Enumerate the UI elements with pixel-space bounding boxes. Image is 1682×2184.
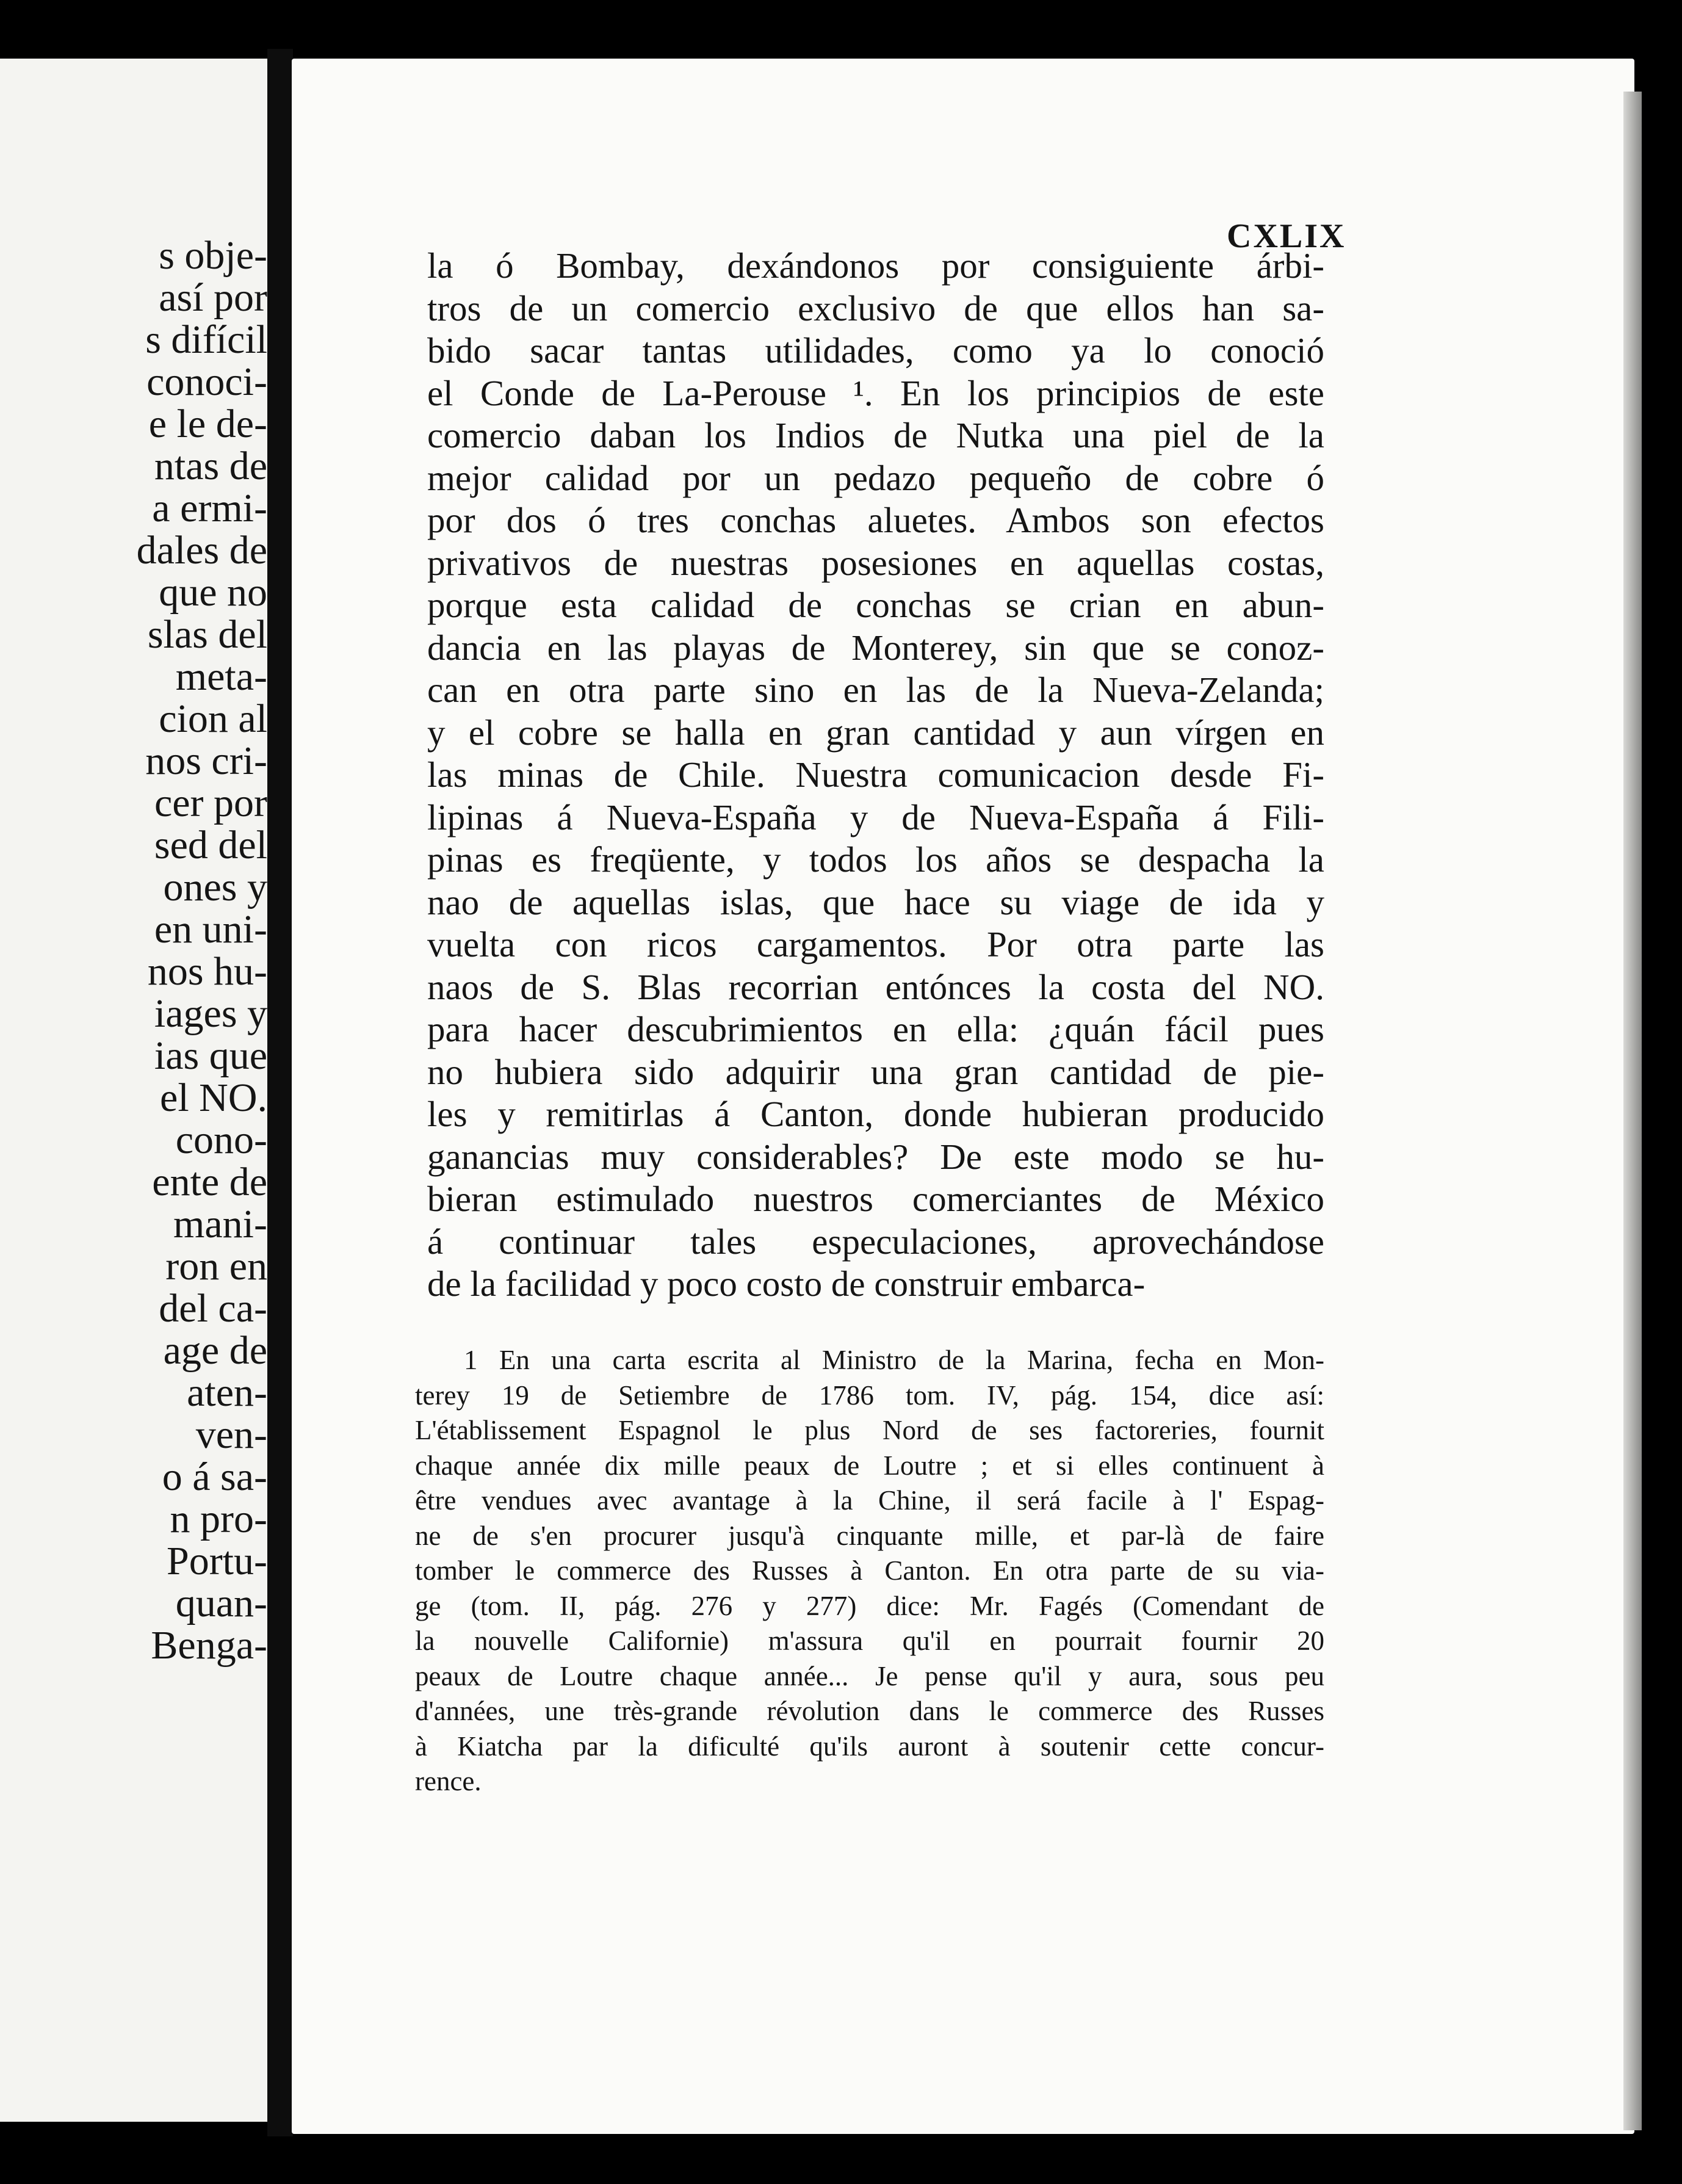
facing-page-line: o á sa- xyxy=(162,1455,267,1499)
footnote-line: être vendues avec avantage à la Chine, il será facile à l' Espag- xyxy=(415,1485,1324,1516)
facing-page-line: cono- xyxy=(175,1118,267,1162)
text-line: mejor calidad por un pedazo pequeño de cobre ó xyxy=(427,457,1324,498)
text-line: lipinas á Nueva-España y de Nueva-España á Fili- xyxy=(427,797,1324,837)
footnote-line: à Kiatcha par la dificulté qu'ils auront à soutenir cette concur- xyxy=(415,1730,1324,1762)
facing-page-line: que no xyxy=(159,570,267,615)
footnote-line: tomber le commerce des Russes à Canton. En otra parte de su via- xyxy=(415,1555,1324,1586)
facing-page-line: s obje- xyxy=(159,233,267,278)
text-line: comercio daban los Indios de Nutka una piel de la xyxy=(427,415,1324,455)
text-line: á continuar tales especulaciones, aprovechándose xyxy=(427,1221,1324,1262)
text-line: no hubiera sido adquirir una gran cantidad de pie- xyxy=(427,1051,1324,1092)
text-line: can en otra parte sino en las de la Nueva-Zelanda; xyxy=(427,670,1324,710)
facing-page-line: age de xyxy=(163,1328,267,1373)
facing-page-line: así por xyxy=(159,275,267,320)
text-line: por dos ó tres conchas aluetes. Ambos son efectos xyxy=(427,500,1324,540)
facing-page-line: Portu- xyxy=(167,1539,267,1583)
footnote-line: ge (tom. II, pág. 276 y 277) dice: Mr. Fagés (Comendant de xyxy=(415,1590,1324,1621)
facing-page-line: quan- xyxy=(175,1581,267,1625)
text-line: tros de un comercio exclusivo de que ellos han sa- xyxy=(427,287,1324,328)
facing-page-line: cion al xyxy=(159,696,267,741)
text-line: para hacer descubrimientos en ella: ¿quán fácil pues xyxy=(427,1009,1324,1049)
text-line: bido sacar tantas utilidades, como ya lo conoció xyxy=(427,330,1324,371)
facing-page-line: mani- xyxy=(173,1202,267,1246)
text-line: porque esta calidad de conchas se crian en abun- xyxy=(427,585,1324,625)
facing-page-line: cer por xyxy=(154,781,267,825)
facing-page-line: ones y xyxy=(163,865,267,909)
text-line: la ó Bombay, dexándonos por consiguiente árbi- xyxy=(427,245,1324,286)
page-edge xyxy=(1623,92,1642,2130)
facing-page-line: el NO. xyxy=(160,1076,267,1120)
facing-page-line: aten- xyxy=(187,1370,267,1415)
facing-page-line: ven- xyxy=(195,1412,267,1457)
facing-page-line: meta- xyxy=(175,654,267,699)
page-number: CXLIX xyxy=(1227,217,1346,255)
text-line: naos de S. Blas recorrian entónces la costa del NO. xyxy=(427,966,1324,1007)
facing-page-line: a ermi- xyxy=(152,486,267,530)
footnote-line: L'établissement Espagnol le plus Nord de ses factoreries, fournit xyxy=(415,1415,1324,1445)
text-line: vuelta con ricos cargamentos. Por otra parte las xyxy=(427,924,1324,964)
footnote-line: la nouvelle Californie) m'assura qu'il en pourrait fournir 20 xyxy=(415,1625,1324,1656)
facing-page xyxy=(0,59,269,2122)
footnote-line: chaque année dix mille peaux de Loutre ; et si elles continuent à xyxy=(415,1450,1324,1481)
footnote-line: rence. xyxy=(415,1766,482,1796)
facing-page-line: del ca- xyxy=(159,1286,267,1331)
text-line: ganancias muy considerables? De este modo se hu- xyxy=(427,1136,1324,1177)
facing-page-line: iages y xyxy=(154,991,267,1036)
text-line: de la facilidad y poco costo de construir embarca- xyxy=(427,1264,1146,1304)
facing-page-line: conoci- xyxy=(146,360,267,404)
facing-page-line: ntas de xyxy=(154,444,267,488)
book-gutter xyxy=(267,49,293,2136)
footnote-line: ne de s'en procurer jusqu'à cinquante mille, et par-là de faire xyxy=(415,1520,1324,1551)
facing-page-line: en uni- xyxy=(154,907,267,952)
text-line: el Conde de La-Perouse ¹. En los principios de este xyxy=(427,372,1324,413)
text-line: y el cobre se halla en gran cantidad y aun vírgen en xyxy=(427,712,1324,753)
facing-page-line: e le de- xyxy=(148,402,267,446)
footnote-line: peaux de Loutre chaque année... Je pense qu'il y aura, sous peu xyxy=(415,1660,1324,1691)
facing-page-line: nos cri- xyxy=(145,739,267,783)
facing-page-line: Benga- xyxy=(151,1623,267,1668)
facing-page-line: sed del xyxy=(154,823,267,867)
footnote-line: d'années, une très-grande révolution dans le commerce des Russes xyxy=(415,1696,1324,1726)
facing-page-line: ias que xyxy=(154,1033,267,1078)
facing-page-line: slas del xyxy=(147,612,267,657)
text-line: nao de aquellas islas, que hace su viage de ida y xyxy=(427,881,1324,922)
text-line: dancia en las playas de Monterey, sin que se conoz- xyxy=(427,627,1324,668)
text-line: pinas es freqüente, y todos los años se despacha la xyxy=(427,839,1324,880)
text-line: las minas de Chile. Nuestra comunicacion desde Fi- xyxy=(427,754,1324,795)
facing-page-line: n pro- xyxy=(170,1497,267,1541)
text-line: privativos de nuestras posesiones en aquellas costas, xyxy=(427,542,1324,583)
text-line: bieran estimulado nuestros comerciantes de México xyxy=(427,1179,1324,1219)
facing-page-line: nos hu- xyxy=(147,949,267,994)
footnote-line: terey 19 de Setiembre de 1786 tom. IV, pág. 154, dice así: xyxy=(415,1379,1324,1411)
facing-page-line: dales de xyxy=(136,528,267,573)
text-line: les y remitirlas á Canton, donde hubieran producido xyxy=(427,1094,1324,1134)
facing-page-line: s difícil xyxy=(145,317,267,362)
footnote-line: 1 En una carta escrita al Ministro de la Marina, fecha en Mon- xyxy=(464,1345,1324,1375)
facing-page-line: ron en xyxy=(165,1244,267,1289)
facing-page-line: ente de xyxy=(152,1160,267,1204)
